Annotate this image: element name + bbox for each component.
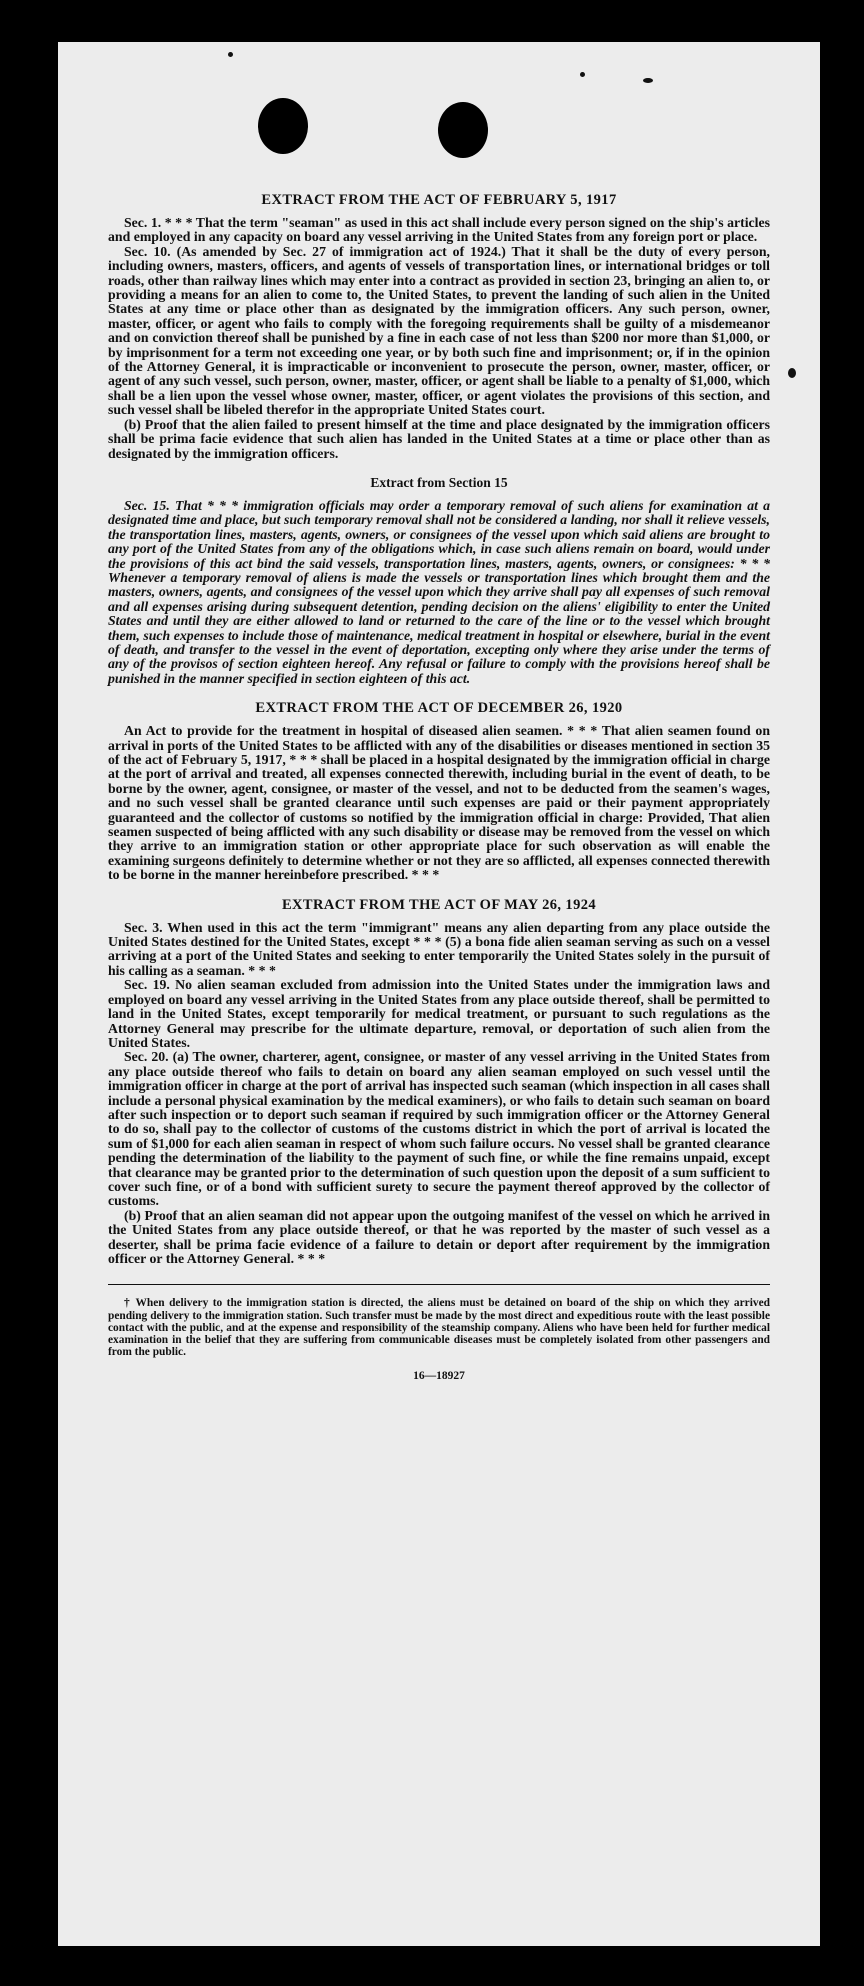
footnote-text: † When delivery to the immigration station is directed, the aliens must be detained on board of the ship on which they arrived pending delivery to the immigration station. Such transfer must be made by the most direct and expeditious route with the least possible contact with the public, and at the expense and responsibility of the steamship company. Aliens who have been held for further medical examination in the belief that they are suffering from communicable diseases must be completely isolated from other passengers and from the public. (108, 1297, 770, 1359)
punch-hole (438, 102, 488, 158)
section-heading: EXTRACT FROM THE ACT OF FEBRUARY 5, 1917 (261, 192, 617, 208)
paragraph: An Act to provide for the treatment in hospital of diseased alien seamen. * * * That alien seamen found on arrival in ports of the United States to be afflicted with any of the disabilities or diseases mentioned in section 35 of the act of February 5, 1917, * * * shall be placed in a hospital designated by the immigration official in charge at the port of arrival and treated, all expenses connected therewith, including burial in the event of death, to be borne by the owner, agent, consignee, or master of the vessel, and not to be deducted from the seamen's wages, and no such vessel shall be granted clearance until such expenses are paid or their payment appropriately guaranteed and the collector of customs so notified by the immigration official in charge: Provided, That alien seamen suspected of being afflicted with any such disability or disease may be removed from the vessel on which they arrive to an immigration station or other appropriate place for such observation as will enable the examining surgeons definitely to determine whether or not they are so afflicted, all expenses connected therewith to be borne in the manner hereinbefore prescribed. * * * (108, 723, 770, 883)
divider (108, 1284, 770, 1285)
punch-hole (258, 98, 308, 154)
speck (228, 52, 233, 57)
section-body (108, 724, 770, 882)
section-body (108, 499, 770, 686)
paragraph: Sec. 15. That * * * immigration officials may order a temporary removal of such aliens for examination at a designated time and place, but such temporary removal shall not be considered a landing, nor shall it relieve vessels, the transportation lines, masters, agents, owners, or consignees of the vessel upon which said aliens are brought to any port of the United States from any of the obligations which, in case such aliens remain on board, would under the provisions of this act bind the said vessels, transportation lines, masters, agents, owners, or consignees: * * * Whenever a temporary removal of aliens is made the vessels or transportation lines which brought them and the masters, owners, agents, and consignees of the vessel upon which they arrive shall pay all expenses of such removal and all expenses arising during subsequent detention, pending decision on the aliens' eligibility to enter the United States and until they are either allowed to land or returned to the care of the line or to the vessel which brought them, such expenses to include those of maintenance, medical treatment in hospital or elsewhere, burial in the event of death, and transfer to the vessel in the event of deportation, excepting only where they arise under the terms of any of the provisos of section eighteen hereof. Any refusal or failure to comply with the provisions hereof shall be punished in the manner specified in section eighteen of this act. (108, 497, 770, 686)
paragraph: Sec. 20. (a) The owner, charterer, agent, consignee, or master of any vessel arriving in the United States from any place outside thereof who fails to detain on board any alien seaman employed on such vessel until the immigration officer in charge at the port of arrival has inspected such seaman (which inspection in all cases shall include a personal physical examination by the medical examiners), or who fails to detain such seaman on board after such inspection or to deport such seaman if required by such immigration officer or the Attorney General to do so, shall pay to the collector of customs of the customs district in which the port of arrival is located the sum of $1,000 for each alien seaman in respect of whom such failure occurs. No vessel shall be granted clearance pending the determination of the liability to the payment of such fine, or while the fine remains unpaid, except that clearance may be granted prior to the determination of such question upon the deposit of a sum sufficient to cover such fine, or of a bond with sufficient surety to secure the payment thereof approved by the collector of customs. (108, 1049, 770, 1209)
paragraph: (b) Proof that the alien failed to present himself at the time and place designated by the immigration officers shall be prima facie evidence that such alien has landed in the United States at a time or place other than as designated by the immigration officers. (108, 416, 770, 461)
section-heading: EXTRACT FROM THE ACT OF DECEMBER 26, 1920 (255, 700, 623, 717)
paragraph: Sec. 3. When used in this act the term "immigrant" means any alien departing from any place outside the United States destined for the United States, except * * * (5) a bona fide alien seaman serving as such on a vessel arriving at a port of the United States and seeking to enter temporarily the United States solely in the pursuit of his calling as a seaman. * * * (108, 919, 770, 978)
paragraph: Sec. 1. * * * That the term "seaman" as used in this act shall include every person signed on the ship's articles and employed in any capacity on board any vessel arriving in the United States from any foreign port or place. (108, 215, 770, 245)
document-page (58, 42, 820, 1946)
print-code: 16—18927 (413, 1370, 465, 1383)
paragraph: Sec. 10. (As amended by Sec. 27 of immigration act of 1924.) That it shall be the duty of every person, including owners, masters, officers, and agents of vessels of transportation lines, or international bridges or toll roads, other than railway lines which may enter into a contract as provided in section 23, bringing an alien to, or providing a means for an alien to come to, the United States, to prevent the landing of such alien in the United States at any time or place other than as designated by the immigration officers. Any such person, owner, master, officer, or agent who fails to comply with the foregoing requirements shall be guilty of a misdemeanor and on conviction thereof shall be punished by a fine in each case of not less than $200 nor more than $1,000, or by imprisonment for a term not exceeding one year, or by both such fine and imprisonment; or, if in the opinion of the Attorney General, it is impracticable or inconvenient to prosecute the person, owner, master, officer, or agent of any such vessel, such person, owner, master, officer, or agent shall be liable to a penalty of $1,000, which shall be a lien upon the vessel whose owner, master, officer, or agent violates the provisions of this section, and such vessel shall be libeled therefor in the appropriate United States court. (108, 243, 770, 418)
speck (788, 368, 796, 378)
paragraph: Sec. 19. No alien seaman excluded from admission into the United States under the immigration laws and employed on board any vessel arriving in the United States from any place outside thereof, shall be permitted to land in the United States, except temporarily for medical treatment, or pursuant to such regulations as the Attorney General may prescribe for the ultimate departure, removal, or deportation of such alien from the United States. (108, 977, 770, 1050)
sub-heading: Extract from Section 15 (370, 474, 508, 490)
speck (643, 78, 653, 83)
footnote (108, 1297, 770, 1358)
section-body (108, 921, 770, 1267)
speck (580, 72, 585, 77)
section-heading: EXTRACT FROM THE ACT OF MAY 26, 1924 (281, 896, 597, 913)
paragraph: (b) Proof that an alien seaman did not appear upon the outgoing manifest of the vessel on which he arrived in the United States from any place outside thereof, or that he was reported by the master of such vessel as a deserter, shall be prima facie evidence of a failure to detain or deport after requirement by the immigration officer or the Attorney General. * * * (108, 1207, 770, 1266)
section-body (108, 216, 770, 461)
